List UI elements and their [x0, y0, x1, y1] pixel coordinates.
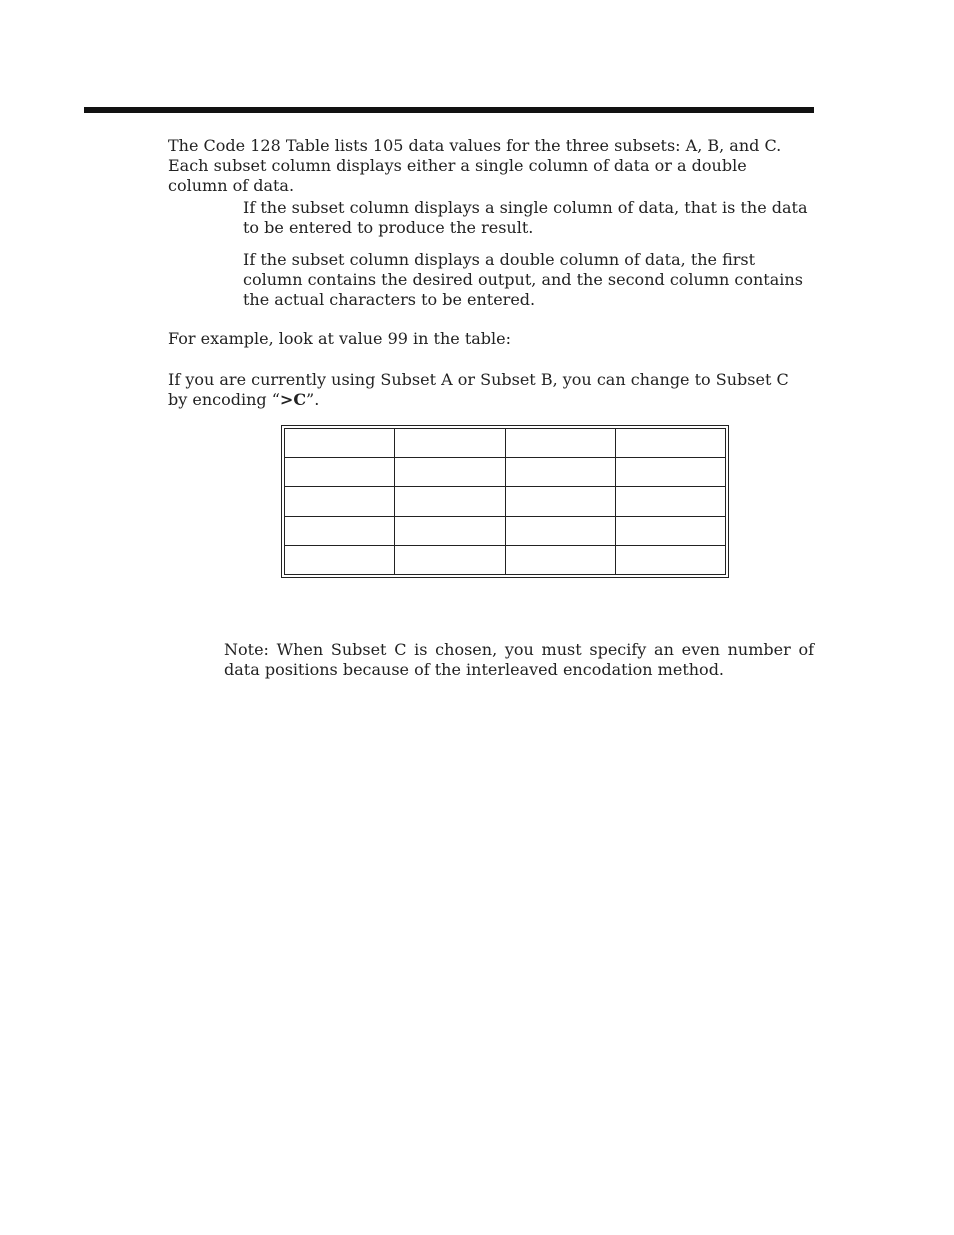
table-cell: [615, 516, 725, 545]
example-paragraph: For example, look at value 99 in the table:: [168, 329, 511, 348]
table-cell: [285, 458, 395, 487]
table-cell: [395, 458, 505, 487]
table-cell: [285, 516, 395, 545]
value-99-table: [284, 428, 726, 575]
table-row: [285, 516, 726, 545]
table-cell: [505, 429, 615, 458]
table-cell: [395, 516, 505, 545]
table-cell: [505, 487, 615, 516]
value-99-table-frame: [281, 425, 729, 578]
table-cell: [615, 429, 725, 458]
table-cell: [615, 487, 725, 516]
table-cell: [395, 545, 505, 574]
subset-c-code: >C: [279, 390, 307, 409]
intro-paragraph: The Code 128 Table lists 105 data values for the three subsets: A, B, and C. Each subset column displays either a single column of data or a double column of data.: [168, 136, 782, 195]
change-subset-text: If you are currently using Subset A or Subset B, you can change to Subset C by encoding “: [168, 370, 789, 409]
header-rule: [84, 107, 814, 113]
table-body: [285, 429, 726, 575]
table-cell: [285, 487, 395, 516]
single-column-paragraph: If the subset column displays a single column of data, that is the data to be entered to produce the result.: [243, 198, 808, 237]
table-row: [285, 545, 726, 574]
table-cell: [505, 458, 615, 487]
change-subset-end: ”.: [306, 390, 320, 409]
table-cell: [395, 429, 505, 458]
table-row: [285, 458, 726, 487]
table-row: [285, 487, 726, 516]
subset-c-note: Note: When Subset C is chosen, you must specify an even number of data positions because of the interleaved encodation method.: [224, 640, 814, 679]
change-subset-paragraph: [168, 370, 808, 410]
table-cell: [505, 516, 615, 545]
table-cell: [395, 487, 505, 516]
table-cell: [285, 545, 395, 574]
double-column-paragraph: If the subset column displays a double column of data, the first column contains the desired output, and the second column contains the actual characters to be entered.: [243, 250, 803, 309]
table-row: [285, 429, 726, 458]
table-cell: [505, 545, 615, 574]
table-cell: [615, 458, 725, 487]
table-cell: [615, 545, 725, 574]
table-cell: [285, 429, 395, 458]
